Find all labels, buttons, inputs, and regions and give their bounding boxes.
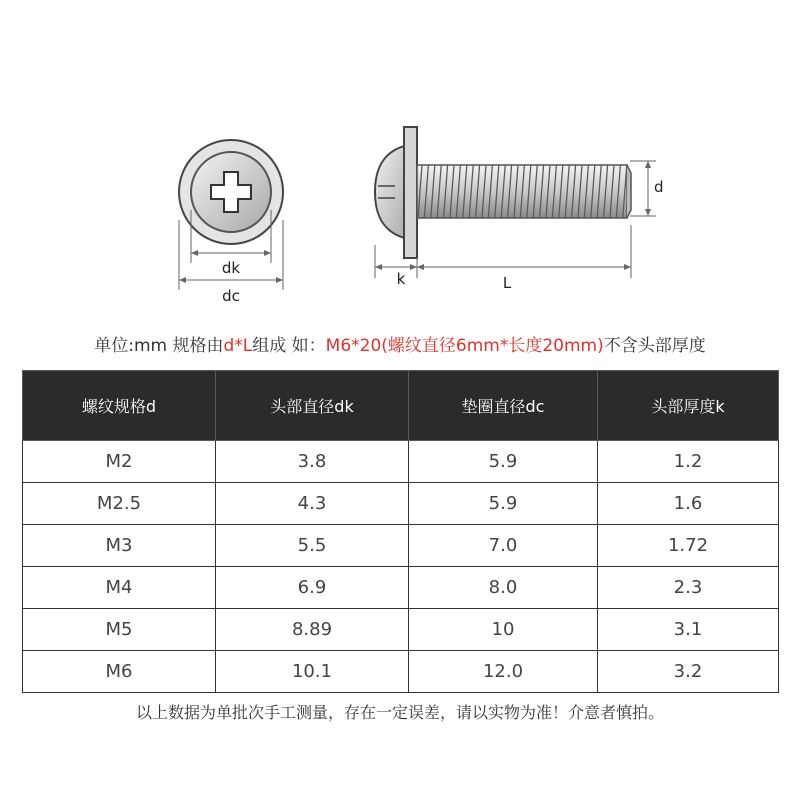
table-row <box>23 483 779 525</box>
cell-head-thickness: 1.72 <box>598 525 779 567</box>
cell-head-diameter: 10.1 <box>216 651 409 693</box>
spec-note-example: M6*20(螺纹直径6mm*长度20mm) <box>325 336 604 356</box>
header-head-diameter: 头部直径dk <box>216 371 409 441</box>
cell-washer-diameter: 7.0 <box>409 525 598 567</box>
spec-table <box>22 370 779 693</box>
label-k: k <box>396 270 406 288</box>
table-row <box>23 525 779 567</box>
cell-head-diameter: 5.5 <box>216 525 409 567</box>
cell-thread-spec: M6 <box>23 651 216 693</box>
washer-flange <box>404 127 417 258</box>
spec-note-prefix: 单位:mm 规格由 <box>94 336 224 356</box>
label-L: L <box>502 274 512 292</box>
cell-washer-diameter: 12.0 <box>409 651 598 693</box>
table-row <box>23 441 779 483</box>
label-dk: dk <box>221 259 241 277</box>
cell-washer-diameter: 10 <box>409 609 598 651</box>
cell-thread-spec: M2.5 <box>23 483 216 525</box>
cell-head-thickness: 2.3 <box>598 567 779 609</box>
header-thread-spec: 螺纹规格d <box>23 371 216 441</box>
cell-washer-diameter: 5.9 <box>409 441 598 483</box>
header-washer-diameter: 垫圈直径dc <box>409 371 598 441</box>
cell-thread-spec: M5 <box>23 609 216 651</box>
table-header-row <box>23 371 779 441</box>
table-row <box>23 651 779 693</box>
cell-washer-diameter: 5.9 <box>409 483 598 525</box>
label-d: d <box>654 178 664 196</box>
table-row <box>23 609 779 651</box>
cell-head-diameter: 6.9 <box>216 567 409 609</box>
header-head-thickness: 头部厚度k <box>598 371 779 441</box>
footer-note: 以上数据为单批次手工测量，存在一定误差，请以实物为准！介意者慎拍。 <box>135 703 664 722</box>
screw-diagram <box>0 0 800 320</box>
spec-note <box>0 331 800 356</box>
table-row <box>23 567 779 609</box>
cell-thread-spec: M3 <box>23 525 216 567</box>
cell-head-thickness: 1.6 <box>598 483 779 525</box>
cell-washer-diameter: 8.0 <box>409 567 598 609</box>
label-dc: dc <box>222 287 240 305</box>
cell-head-diameter: 3.8 <box>216 441 409 483</box>
cell-thread-spec: M2 <box>23 441 216 483</box>
cell-head-thickness: 3.2 <box>598 651 779 693</box>
cell-head-diameter: 4.3 <box>216 483 409 525</box>
cell-head-thickness: 1.2 <box>598 441 779 483</box>
screw-side-view <box>375 127 631 258</box>
screw-head-top-view <box>179 140 283 244</box>
spec-note-formula: d*L <box>223 336 253 356</box>
cell-thread-spec: M4 <box>23 567 216 609</box>
spec-note-suffix: 不含头部厚度 <box>603 336 706 356</box>
cell-head-diameter: 8.89 <box>216 609 409 651</box>
cell-head-thickness: 3.1 <box>598 609 779 651</box>
spec-note-middle: 组成 如： <box>252 336 326 356</box>
